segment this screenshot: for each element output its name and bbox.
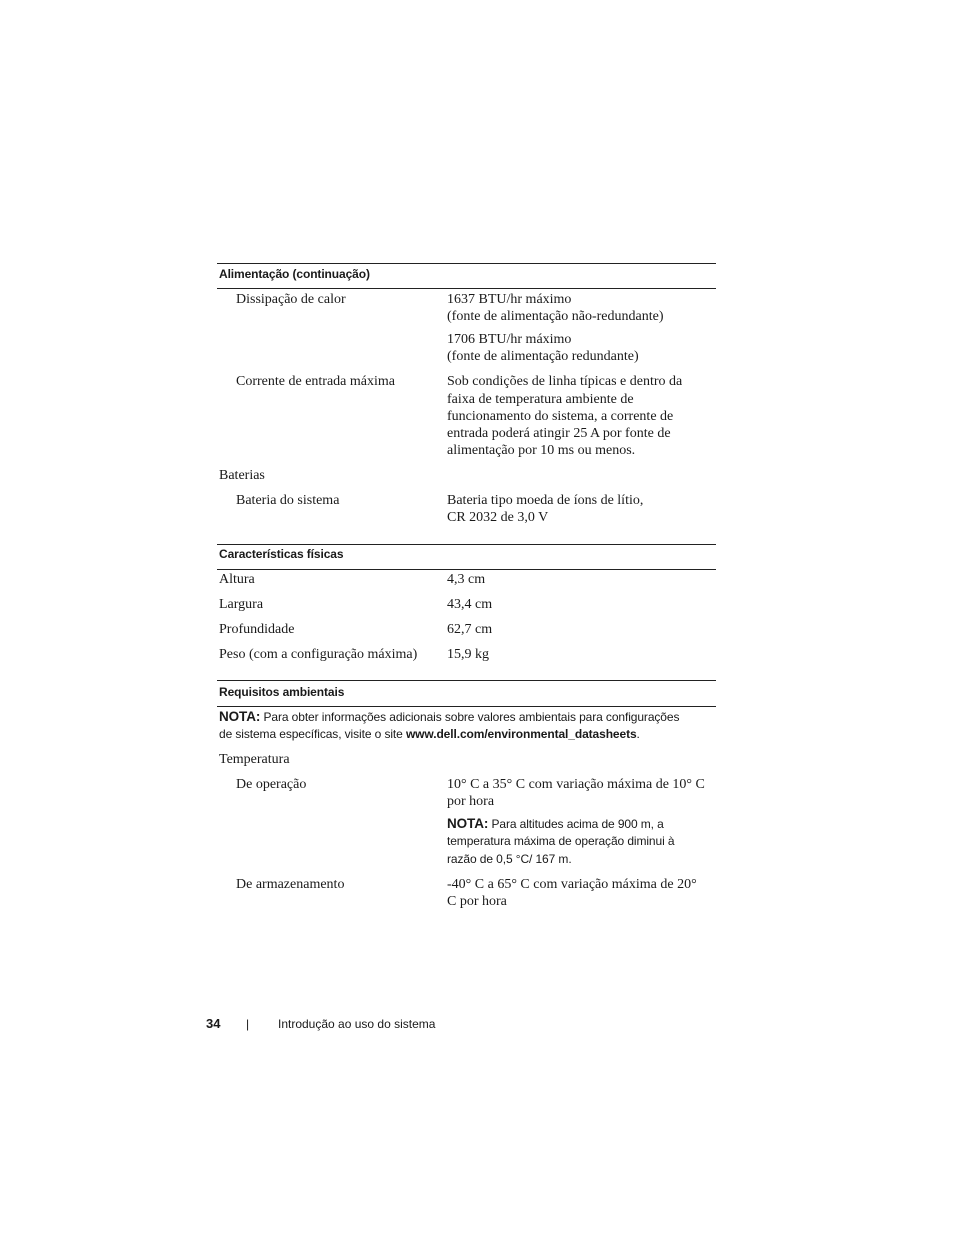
operating-value-2: por hora [447,794,495,809]
operating-note-label: NOTA: [447,816,489,831]
width-value: 43,4 cm [447,597,493,612]
environmental-note-line-2 [219,726,640,743]
max-inrush-line-5: alimentação por 10 ms ou menos. [447,443,636,458]
weight-label: Peso (com a configuração máxima) [219,647,418,662]
note-text-line-2: de sistema específicas, visite o site [219,727,406,741]
max-inrush-line-3: funcionamento do sistema, a corrente de [447,409,674,424]
height-label: Altura [219,572,255,587]
section-title-power: Alimentação (continuação) [219,267,370,281]
section-title-environmental: Requisitos ambientais [219,685,345,699]
height-value: 4,3 cm [447,572,486,587]
heat-dissipation-value-1b: (fonte de alimentação não-redundante) [447,309,664,324]
heat-dissipation-value-2b: (fonte de alimentação redundante) [447,349,639,364]
note-text-end: . [636,727,640,741]
max-inrush-line-2: faixa de temperatura ambiente de [447,392,634,407]
depth-value: 62,7 cm [447,622,493,637]
storage-value-1: -40° C a 65° C com variação máxima de 20° [447,877,697,892]
operating-note-line-1 [447,815,664,833]
chapter-title: Introdução ao uso do sistema [278,1017,436,1031]
max-inrush-label: Corrente de entrada máxima [236,374,395,389]
operating-note-line-2: temperatura máxima de operação diminui à [447,834,675,848]
note-label: NOTA: [219,709,261,724]
heat-dissipation-label: Dissipação de calor [236,292,346,307]
operating-label: De operação [236,777,307,792]
section-title-physical: Características físicas [219,547,344,561]
section-title-rule [217,569,716,570]
max-inrush-line-4: entrada poderá atingir 25 A por fonte de [447,426,671,441]
storage-label: De armazenamento [236,877,345,892]
storage-value-2: C por hora [447,894,507,909]
heat-dissipation-value-1a: 1637 BTU/hr máximo [447,292,572,307]
section-title-rule [217,288,716,289]
operating-value-1: 10° C a 35° C com variação máxima de 10° C [447,777,705,792]
heat-dissipation-value-2a: 1706 BTU/hr máximo [447,332,572,347]
section-title-rule [217,706,716,707]
batteries-label: Baterias [219,468,265,483]
operating-note-line-3: razão de 0,5 °C/ 167 m. [447,852,572,866]
environmental-datasheets-link[interactable]: www.dell.com/environmental_datasheets [405,727,637,741]
system-battery-value-1: Bateria tipo moeda de íons de lítio, [447,493,644,508]
weight-value: 15,9 kg [447,647,489,662]
depth-label: Profundidade [219,622,295,637]
temperature-label: Temperatura [219,752,290,767]
section-top-rule [217,680,716,681]
max-inrush-line-1: Sob condições de linha típicas e dentro da [447,374,683,389]
note-text-line-1: Para obter informações adicionais sobre valores ambientais para configurações [263,710,680,724]
section-top-rule [217,263,716,264]
width-label: Largura [219,597,264,612]
system-battery-label: Bateria do sistema [236,493,340,508]
footer-separator: | [246,1017,250,1031]
system-battery-value-2: CR 2032 de 3,0 V [447,510,549,525]
section-top-rule [217,544,716,545]
page-number: 34 [206,1016,221,1031]
operating-note-text-1: Para altitudes acima de 900 m, a [491,817,664,831]
environmental-note [219,708,679,726]
